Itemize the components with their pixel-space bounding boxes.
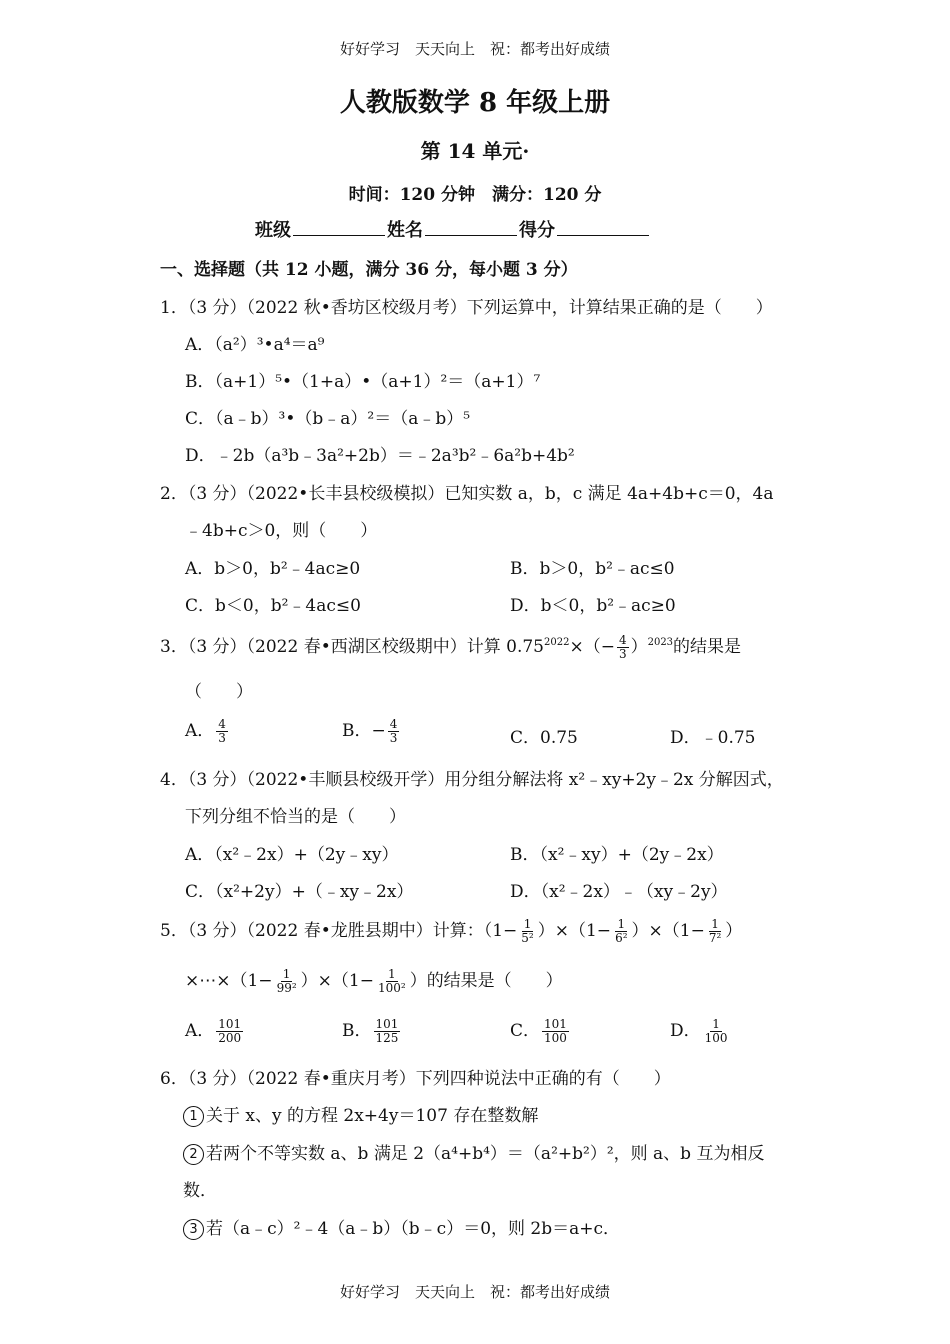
q3-b-sign: −: [371, 721, 386, 741]
q3-a-fraction: [216, 718, 228, 745]
q5-frac-6: [613, 918, 629, 945]
q5-c-den: 100: [544, 1031, 567, 1045]
q5-b-den: 125: [375, 1031, 399, 1045]
q5-a-num: 101: [218, 1017, 242, 1031]
q2-option-d: D．b＜0，b²﹣ac≥0: [510, 596, 676, 616]
q3-text-end: 的结果是: [673, 637, 742, 657]
question-5-line-1: 5．（3 分）（2022 春•龙胜县期中）计算：（1− $\frac{1}{\text{5²}}$ ）×（1− $\frac{1}{\text{6²}}$ ）×（1− $\frac{1}{\text{7²}}$ ）: [160, 917, 743, 945]
q5-frac-7-den: 7²: [708, 931, 722, 945]
q5-option-c: [510, 1016, 571, 1045]
q6-mark-2: 2: [183, 1144, 204, 1165]
q2-option-c: C．b＜0，b²﹣4ac≤0: [185, 596, 361, 616]
q6-statement-1: [183, 1101, 538, 1127]
q5-b-label: B．: [342, 1021, 372, 1041]
question-1: 1．（3 分）（2022 秋•香坊区校级月考）下列运算中，计算结果正确的是（ ）: [160, 298, 773, 318]
q5-frac-7-num: 1: [711, 917, 719, 931]
q6-statement-2-text: 若两个不等实数 a、b 满足 2（a⁴+b⁴）＝（a²+b²）²，则 a、b 互为相反: [206, 1144, 765, 1164]
q5-frac-6-den: 6²: [615, 931, 628, 945]
q5-d-den: 100: [704, 1031, 728, 1045]
q1-option-a: A．（a²）³•a⁴＝a⁹: [185, 335, 325, 355]
q2-option-a: A．b＞0，b²﹣4ac≥0: [185, 559, 361, 579]
q6-statement-3-text: 若（a﹣c）²﹣4（a﹣b）（b﹣c）＝0，则 2b＝a+c．: [206, 1219, 621, 1239]
q6-statement-3: [183, 1214, 620, 1240]
q3-exponent-1: 2022: [544, 637, 570, 648]
q6-statement-2-cont: 数．: [183, 1181, 217, 1201]
q3-fraction: [617, 634, 629, 661]
q2-option-b: B．b＞0，b²﹣ac≤0: [510, 559, 675, 579]
q5-frac-6-num: 1: [617, 917, 626, 931]
question-4-line-1: 4．（3 分）（2022•丰顺县校级开学）用分组分解法将 x²﹣xy+2y﹣2x 分解因式，: [160, 770, 784, 790]
q5-text-end: 的结果是（ ）: [426, 971, 563, 991]
q3-b-fraction: [388, 718, 400, 745]
q3-minus-sign: −: [600, 637, 615, 657]
q6-mark-1: 1: [183, 1106, 204, 1127]
q5-c-label: C．: [510, 1021, 541, 1041]
q1-option-d: D．﹣2b（a³b﹣3a²+2b）＝﹣2a³b²﹣6a²b+4b²: [185, 446, 575, 466]
q5-frac-5-den: 5²: [521, 931, 534, 945]
q5-option-b: [342, 1016, 402, 1045]
question-5-line-2: ×⋯×（1− $\frac{1}{\text{99²}}$ ）×（1− $\frac{1}{\text{100²}}$ ）的结果是（ ）: [185, 967, 563, 995]
q5-frac-100-num: 1: [388, 967, 396, 981]
q5-d-num: 1: [712, 1017, 720, 1031]
q5-a-den: 200: [218, 1031, 242, 1045]
q4-option-a: A．（x²﹣2x）+（2y﹣xy）: [185, 845, 399, 865]
q5-b-fraction: [374, 1018, 401, 1045]
question-6: 6．（3 分）（2022 春•重庆月考）下列四种说法中正确的有（ ）: [160, 1069, 671, 1089]
q6-statement-1-text: 关于 x、y 的方程 2x+4y＝107 存在整数解: [206, 1106, 539, 1126]
class-blank: [293, 217, 385, 236]
q4-option-d: D．（x²﹣2x）﹣（xy﹣2y）: [510, 882, 728, 902]
q5-frac-100: [376, 968, 408, 995]
question-3-line-1: 3．（3 分）（2022 春•西湖区校级期中）计算 $0.75^{2022}\times(-$ $\frac{4}{3}$ ）$^{2023}$的结果是: [160, 633, 742, 661]
score-blank: [557, 217, 649, 236]
q5-frac-99: [275, 968, 299, 995]
q4-option-c: C．（x²+2y）+（﹣xy﹣2x）: [185, 882, 414, 902]
q5-frac-100-den: 100²: [377, 981, 406, 995]
q5-d-label: D．: [670, 1021, 701, 1041]
q5-frac-5-num: 1: [523, 917, 532, 931]
q3-b-den: 3: [389, 731, 398, 745]
q3-text-mid: ×（: [569, 637, 601, 657]
q3-text-start: 3．（3 分）（2022 春•西湖区校级期中）计算 0.75: [160, 637, 544, 657]
question-2-line-1: 2．（3 分）（2022•长丰县校级模拟）已知实数 a，b，c 满足 4a+4b+c＝0，4a: [160, 484, 774, 504]
q5-a-label: A．: [185, 1021, 215, 1041]
q5-text-start: 5．（3 分）（2022 春•龙胜县期中）计算：: [160, 921, 484, 941]
document-title: 人教版数学 8 年级上册: [339, 88, 611, 118]
q3-option-d: D．﹣0.75: [670, 728, 756, 748]
q3-b-label: B．: [342, 721, 372, 741]
q3-a-den: 3: [218, 731, 226, 745]
unit-title: 第 14 单元·: [420, 139, 530, 163]
q1-option-b: B．（a+1）⁵•（1+a）•（a+1）²＝（a+1）⁷: [185, 372, 541, 392]
name-blank: [425, 217, 517, 236]
student-fields: [255, 216, 651, 242]
q5-a-fraction: [216, 1018, 243, 1045]
name-label: 姓名: [387, 220, 423, 241]
q3-option-a: [185, 716, 230, 745]
q5-frac-7: [707, 918, 723, 945]
q5-b-num: 101: [375, 1017, 399, 1031]
q6-statement-2: [183, 1139, 764, 1165]
q3-b-num: 4: [389, 717, 398, 731]
q5-d-fraction: [703, 1018, 730, 1045]
class-label: 班级: [255, 220, 291, 241]
exam-meta: 时间：120 分钟 满分：120 分: [348, 185, 602, 205]
question-4-line-2: 下列分组不恰当的是（ ）: [185, 807, 406, 827]
q3-option-c: C．0.75: [510, 728, 578, 748]
q5-c-num: 101: [544, 1017, 567, 1031]
q3-a-num: 4: [218, 717, 226, 731]
question-3-line-2: （ ）: [185, 682, 253, 702]
q5-option-a: [185, 1016, 245, 1045]
q5-c-fraction: [542, 1018, 569, 1045]
q4-option-b: B．（x²﹣xy）+（2y﹣2x）: [510, 845, 724, 865]
footer-slogan: 好好学习 天天向上 祝：都考出好成绩: [339, 1283, 610, 1301]
q3-option-b: [342, 716, 401, 745]
question-2-line-2: ﹣4b+c＞0，则（ ）: [185, 521, 378, 541]
score-label: 得分: [519, 220, 555, 241]
q5-frac-99-den: 99²: [276, 981, 297, 995]
header-slogan: 好好学习 天天向上 祝：都考出好成绩: [339, 40, 610, 58]
q3-exponent-2: 2023: [647, 637, 674, 648]
q5-frac-5: [519, 918, 535, 945]
q3-fraction-num: 4: [618, 633, 627, 647]
q6-mark-3: 3: [183, 1219, 204, 1240]
section-heading: 一、选择题（共 12 小题，满分 36 分，每小题 3 分）: [160, 260, 578, 280]
q5-frac-99-num: 1: [282, 967, 291, 981]
q1-option-c: C．（a﹣b）³•（b﹣a）²＝（a﹣b）⁵: [185, 409, 471, 429]
q5-option-d: [670, 1016, 732, 1045]
q3-a-label: A．: [185, 721, 215, 741]
q3-fraction-den: 3: [618, 647, 627, 661]
